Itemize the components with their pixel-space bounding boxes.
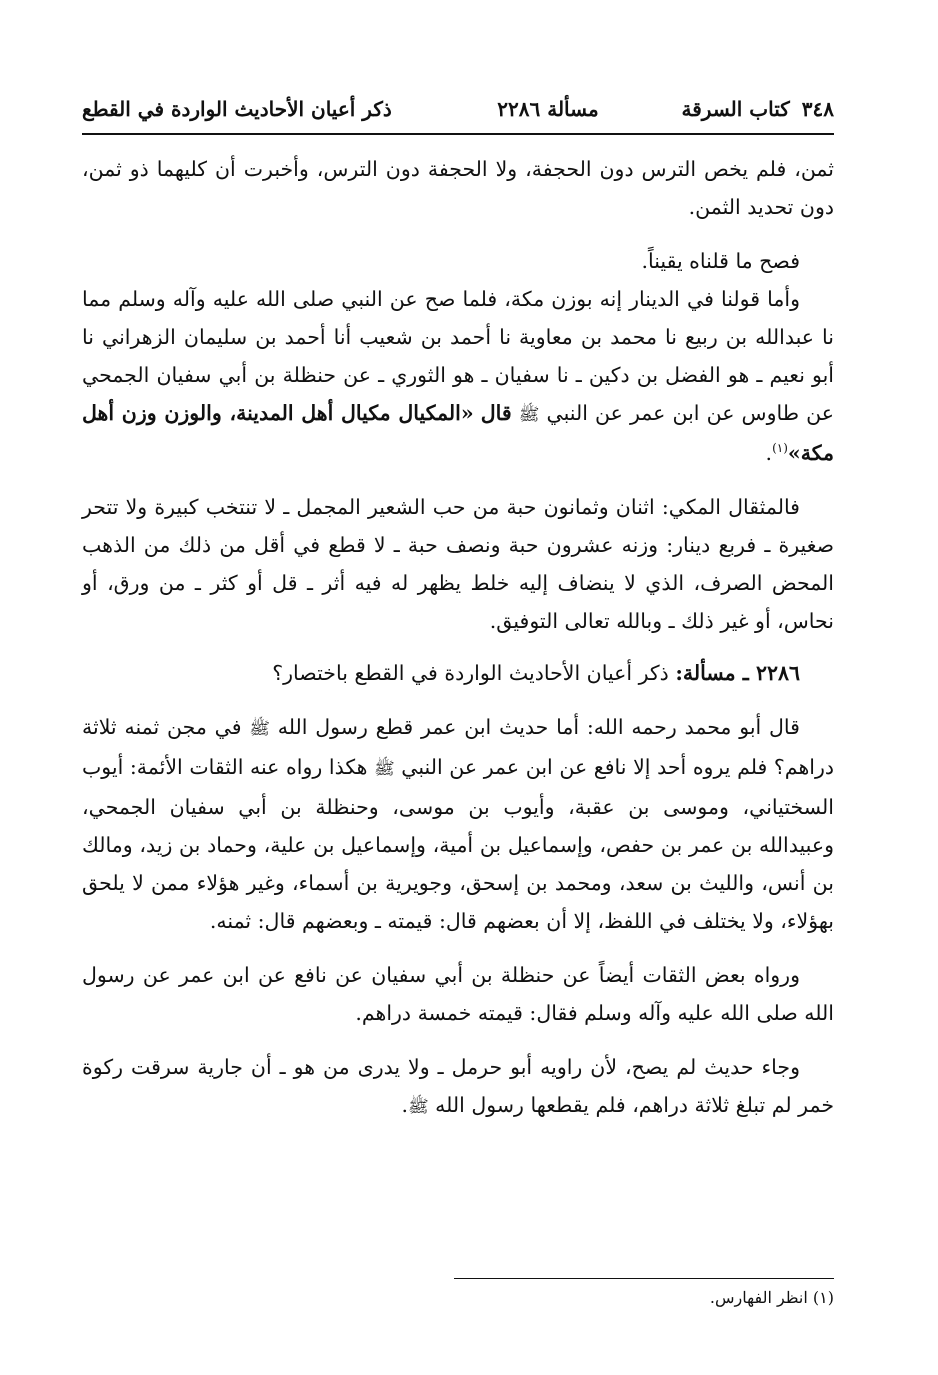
paragraph (82, 708, 834, 940)
paragraph-text: قال أبو محمد رحمه الله: أما حديث ابن عمر قطع رسول الله (277, 715, 800, 739)
paragraph-end: . (765, 441, 773, 465)
salla-symbol: ﷺ (374, 759, 395, 779)
paragraph-end: . (401, 1093, 409, 1117)
paragraph-text: هكذا رواه عنه الثقات الأئمة: أيوب السختياني، وموسى بن عقبة، وأيوب بن موسى، وحنظلة بن أبي سفيان الجمحي، وعبيدالله بن عمر بن حفص، وإسماعيل بن أمية، وإسماعيل بن علية، وحماد بن زيد، ومالك بن أنس، والليث بن سعد، ومحمد بن إسحق، وجويرية بن أسماء، وغير هؤلاء ممن لا يلحق بهؤلاء، ولا يختلف في اللفظ، إلا أن بعضهم قال: قيمته ـ وبعضهم قال: ثمنه. (82, 755, 834, 933)
paragraph-text: فصح ما قلناه يقيناً. (641, 249, 800, 273)
qal-word: قال (480, 401, 512, 425)
paragraph-text: وجاء حديث لم يصح، لأن راويه أبو حرمل ـ ولا يدرى من هو ـ أن جارية سرقت ركوة خمر لم تبلغ ثلاثة دراهم، فلم يقطعها رسول الله (82, 1055, 834, 1117)
salla-symbol: ﷺ (408, 1097, 429, 1117)
masala-number: مسألة ٢٢٨٦ (497, 97, 599, 121)
running-header (82, 92, 834, 126)
header-divider (82, 133, 834, 135)
paragraph-text: في مجن ثمنه ثلاثة دراهم؟ فلم يروه أحد إلا نافع عن ابن عمر عن النبي (82, 715, 834, 779)
footnote-divider (454, 1278, 834, 1279)
chapter-title: ذكر أعيان الأحاديث الواردة في القطع (82, 97, 392, 121)
page-number: ٣٤٨ (801, 97, 834, 121)
paragraph (82, 1048, 834, 1126)
salla-symbol: ﷺ (249, 719, 270, 739)
paragraph-text: فالمثقال المكي: اثنان وثمانون حبة من حب الشعير المجمل ـ لا تنتخب كبيرة ولا تتحر صغيرة ـ فربع دينار: وزنه عشرون حبة ونصف حبة ـ لا قطع في أقل من ذلك من الذهب المحض الصرف، الذي لا ينضاف إليه خلط يظهر له فيه أثر ـ قل أو كثر ـ من ورق، أو نحاس، أو غير ذلك ـ وبالله تعالى التوفيق. (82, 495, 834, 633)
paragraph (82, 956, 834, 1032)
paragraph-text: ثمن، فلم يخص الترس دون الحجفة، ولا الحجفة دون الترس، وأخبرت أن كليهما ذو ثمن، دون تحديد الثمن. (82, 157, 834, 219)
salla-symbol: ﷺ (518, 405, 540, 425)
paragraph (82, 242, 834, 280)
paragraph (82, 488, 834, 640)
paragraph-text: وأما قولنا في الدينار إنه بوزن مكة، فلما صح عن النبي صلى الله عليه وآله وسلم مما نا عبدالله بن ربيع نا محمد بن معاوية نا أحمد بن شعيب أنا أحمد بن سليمان الزهراني نا أبو نعيم ـ هو الفضل بن دكين ـ نا سفيان ـ هو الثوري ـ عن حنظلة بن أبي سفيان الجمحي عن طاوس عن ابن عمر عن النبي (82, 287, 834, 425)
paragraph (82, 280, 834, 472)
hadith-quote: «المكيال مكيال أهل المدينة، والوزن وزن أهل مكة» (82, 401, 834, 465)
book-title: كتاب السرقة (681, 97, 790, 121)
paragraph-text: ورواه بعض الثقات أيضاً عن حنظلة بن أبي سفيان عن نافع عن ابن عمر عن رسول الله صلى الله عليه وآله وسلم فقال: قيمته خمسة دراهم. (82, 963, 834, 1025)
footnote-ref[interactable]: (١) (772, 441, 788, 456)
footnote: (١) انظر الفهارس. (709, 1288, 834, 1307)
main-text (82, 150, 834, 1126)
section-heading (82, 654, 834, 692)
heading-number: ٢٢٨٦ ـ مسألة: (675, 661, 800, 685)
paragraph (82, 150, 834, 226)
heading-text: ذكر أعيان الأحاديث الواردة في القطع باختصار؟ (272, 661, 669, 685)
